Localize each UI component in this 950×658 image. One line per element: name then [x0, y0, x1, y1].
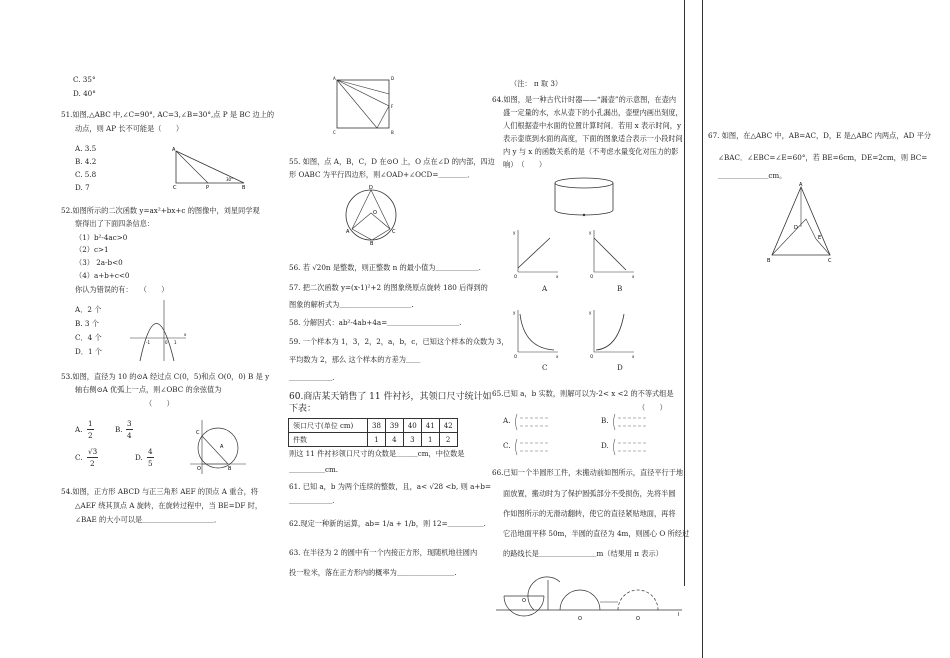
table-cell: 40 [403, 419, 421, 433]
q67-stem-cont: ∠BAC．∠EBC=∠E=60°，若 BE=6cm，DE=2cm，则 BC= [718, 153, 928, 162]
q65-option-b: B. [601, 416, 609, 425]
q54-stem-cont-2: ∠BAE 的大小可以是＿＿＿＿＿＿＿＿＿＿． [75, 515, 222, 524]
svg-text:D: D [369, 185, 373, 191]
q64-graph-b-label: B [617, 284, 623, 293]
q51-option-c: C. 5.8 [75, 170, 97, 179]
q53-option-a-num: 1 [88, 419, 93, 428]
svg-text:x: x [556, 274, 559, 279]
q64-stem-cont-4: 内 y 与 x 的函数关系的是（不考虑水量变化对压力的影 [503, 147, 679, 156]
q51-stem: 51.如图,△ABC 中,∠C=90°, AC=3,∠B=30°,点 P 是 BC 边上的 [61, 110, 275, 119]
q52-option-a: A．2 个 [75, 305, 102, 314]
svg-text:y: y [513, 230, 516, 235]
q60-stem-cont-2: 则这 11 件衬衫领口尺寸的众数是＿＿＿cm，中位数是 [289, 449, 465, 458]
svg-text:x: x [632, 274, 635, 279]
table-cell: 42 [439, 419, 457, 433]
q64-graph-d-label: D [617, 363, 623, 372]
q50-option-d: D. 40° [73, 89, 96, 98]
q60-stem-cont: 下表： [289, 404, 317, 414]
q64-graph-a [512, 228, 560, 280]
svg-text:F: F [391, 104, 394, 109]
q53-option-b-den: 4 [127, 431, 132, 440]
q53-stem-cont: 轴右侧⊙A 优弧上一点，则∠OBC 的余弦值为 [75, 385, 222, 394]
svg-text:-1: -1 [146, 340, 150, 345]
q61-stem: 61. 已知 a，b 为两个连续的整数，且，a< √28 <b, 则 a+b= [289, 482, 491, 491]
q53-option-d-den: 5 [148, 459, 153, 468]
q64-stem-cont-2: 人们根据壶中水面的位置计算时间．若用 x 表示时间，y [503, 121, 681, 130]
table-cell: 41 [421, 419, 439, 433]
q53-circle-figure [188, 418, 248, 476]
svg-text:O: O [514, 354, 518, 359]
q64-stem-cont-5: 响） （ ） [503, 160, 547, 169]
svg-text:1: 1 [174, 340, 177, 345]
q53-option-d-label: D. [135, 453, 143, 462]
q67-stem-cont-2: ＿＿＿＿＿＿＿cm。 [718, 171, 787, 180]
q56-stem: 56. 若 √20n 是整数，则正整数 n 的最小值为＿＿＿＿＿＿. [289, 263, 481, 272]
svg-text:E: E [818, 235, 822, 241]
q53-option-a-label: A. [75, 425, 83, 434]
q65-option-c-system [514, 438, 552, 456]
svg-text:A: A [220, 444, 224, 450]
svg-text:C: C [173, 185, 177, 191]
q66-semicircle-rolling-figure [494, 572, 684, 624]
q53-paren: （ ） [145, 399, 174, 408]
table-cell: 2 [439, 433, 457, 447]
svg-text:C: C [333, 130, 336, 135]
q65-option-b-system [612, 413, 650, 431]
q65-option-a-system [514, 413, 552, 431]
q64-graph-d [588, 308, 636, 360]
q53-option-a-fraction-bar [87, 429, 94, 430]
svg-text:A: A [346, 229, 350, 235]
svg-text:B: B [242, 185, 246, 191]
q52-item-2: （2）c>1 [75, 245, 109, 254]
q66-stem-cont-3: 它沿地面平移 50m，半圆的直径为 4m，则圆心 O 所经过 [503, 529, 690, 538]
q55-stem: 55. 如图，点 A，B，C，D 在⊙O 上，O 点在∠D 的内部，四边 [289, 157, 495, 166]
q59-stem: 59. 一个样本为 1，3，2，2，a，b，c，已知这个样本的众数为 3， [289, 337, 509, 346]
q53-option-c-num: √3 [88, 447, 98, 456]
q60-stem: 60.商店某天销售了 11 件衬衫，其领口尺寸统计如 [289, 392, 492, 402]
svg-text:x: x [632, 354, 635, 359]
column-divider-1 [684, 0, 685, 586]
q53-option-c-den: 2 [90, 459, 95, 468]
q52-option-c: C．4 个 [75, 333, 102, 342]
table-row [289, 419, 458, 433]
q52-question: 你认为错误的有： （ ） [75, 285, 169, 294]
q53-option-a-den: 2 [88, 431, 93, 440]
svg-text:A: A [799, 182, 803, 188]
svg-text:B: B [391, 130, 394, 135]
svg-text:B: B [767, 258, 771, 264]
table-cell: 39 [385, 419, 403, 433]
svg-text:O: O [636, 616, 640, 622]
q52-option-d: D．1 个 [75, 347, 102, 356]
svg-text:O: O [373, 210, 377, 216]
q60-stem-cont-3: ＿＿＿＿＿cm. [289, 465, 339, 474]
q52-item-3: （3） 2a-b<0 [75, 258, 123, 267]
q51-option-d: D. 7 [75, 183, 90, 192]
table-cell: 1 [368, 433, 386, 447]
q64-stem-cont-3: 表示壶底到水面的高度，下面的图象适合表示一小段时间 [503, 134, 683, 143]
q54-stem-cont: △AEF 绕其顶点 A 旋转，在旋转过程中，当 BE=DF 时， [75, 501, 263, 510]
column-divider-2 [702, 0, 703, 658]
q59-stem-cont-2: ＿＿＿＿＿＿. [289, 373, 335, 382]
svg-text:C: C [828, 258, 832, 264]
q51-option-b: B. 4.2 [75, 157, 97, 166]
q51-triangle-figure [170, 145, 250, 190]
table-cell: 3 [403, 433, 421, 447]
svg-text:O: O [522, 598, 526, 604]
q65-option-d: D. [601, 441, 609, 450]
q57-stem-cont: 图象的解析式为＿＿＿＿＿＿＿＿＿＿. [289, 300, 414, 309]
svg-text:0: 0 [165, 340, 168, 345]
q64-graph-a-label: A [542, 284, 548, 293]
q67-stem: 67. 如图，在△ABC 中，AB=AC，D，E 是△ABC 内两点，AD 平分 [708, 131, 932, 140]
svg-text:P: P [206, 185, 210, 191]
svg-text:O: O [514, 274, 518, 279]
q60-collar-size-table [288, 418, 458, 447]
q65-option-a: A. [503, 416, 511, 425]
q64-stem: 64.如图，是一种古代计时器——“漏壶”的示意图，在壶内 [492, 95, 677, 104]
q65-stem: 65.已知 a，b 实数，则解可以为-2< x <2 的不等式组是 [492, 389, 674, 398]
q53-stem: 53.如图，直径为 10 的⊙A 经过点 C(0，5)和点 O(0，0) B 是 y [61, 372, 270, 381]
svg-text:C: C [392, 229, 396, 235]
svg-text:l: l [678, 612, 680, 618]
q66-stem-cont-2: 作如图所示的无滑动翻转，使它的直径紧贴地面，再将 [503, 509, 676, 518]
table-cell: 件数 [289, 433, 368, 447]
svg-text:O: O [590, 354, 594, 359]
q53-option-b-fraction-bar [126, 429, 133, 430]
q63-stem: 63. 在半径为 2 的圆中有一个内接正方形，现随机地往圆内 [289, 548, 478, 557]
q64-stem-cont: 盛一定量的水，水从壶下的小孔漏出，壶壁内画出刻度， [503, 108, 683, 117]
q52-item-4: （4）a+b+c<0 [75, 271, 130, 280]
q61-stem-cont: ＿＿＿＿＿＿. [289, 496, 335, 505]
svg-text:30°: 30° [226, 177, 234, 182]
q53-option-c-label: C. [75, 453, 83, 462]
svg-text:C: C [196, 430, 200, 436]
svg-text:D: D [391, 76, 395, 81]
svg-text:x: x [184, 332, 187, 337]
q64-graph-b [588, 228, 636, 280]
q65-option-c: C. [503, 441, 511, 450]
table-row [289, 433, 458, 447]
q58-stem: 58. 分解因式：ab²-4ab+4a=＿＿＿＿＿＿＿＿＿＿. [289, 318, 462, 327]
svg-text:x: x [556, 354, 559, 359]
q51-stem-cont: 动点，则 AP 长不可能是（ ） [75, 124, 184, 133]
q62-stem: 62.现定一种新的运算，ab= 1/a + 1/b，则 12=＿＿＿＿＿. [289, 519, 486, 528]
svg-text:B: B [228, 466, 232, 472]
svg-text:O: O [197, 466, 201, 472]
q65-option-d-system [612, 438, 650, 456]
q52-parabola-figure [128, 298, 188, 363]
table-cell: 1 [421, 433, 439, 447]
q53-option-c-fraction-bar [87, 457, 98, 458]
q55-stem-cont: 形 OABC 为平行四边形，则∠OAD+∠OCD=＿＿＿＿． [289, 170, 475, 179]
q54-square-figure [333, 76, 401, 134]
q66-stem: 66.已知一个半圆形工件，未搬动前如图所示，直径平行于地 [492, 468, 684, 477]
q53-option-b-label: B. [115, 425, 123, 434]
q53-option-d-num: 4 [148, 447, 153, 456]
svg-text:y: y [589, 310, 592, 315]
q54-stem: 54.如图，正方形 ABCD 与正三角形 AEF 的顶点 A 重合，将 [61, 487, 258, 496]
q55-circle-figure [340, 185, 402, 245]
q67-triangle-figure [766, 183, 836, 265]
q57-stem: 57. 把二次函数 y=(x-1)²+2 的图象绕原点旋转 180 后得到的 [289, 283, 488, 292]
svg-text:B: B [370, 241, 374, 247]
svg-text:A: A [333, 76, 336, 81]
q53-option-b-num: 3 [127, 419, 132, 428]
svg-text:O: O [578, 616, 582, 622]
q52-item-1: （1）b²-4ac>0 [75, 233, 128, 242]
q51-option-a: A. 3.5 [75, 144, 97, 153]
table-cell: 领口尺寸(单位 cm) [289, 419, 368, 433]
q66-stem-cont: 面放置，搬动时为了保护圆弧部分不受损伤，先将半圆 [503, 489, 676, 498]
q59-stem-cont: 平均数为 2，那么 这个样本的方差为＿＿ [289, 355, 421, 364]
q52-stem-cont: 察得出了下面四条信息： [75, 219, 155, 228]
q50-option-c: C. 35° [73, 75, 96, 84]
q63-stem-cont: 投一粒米，落在正方形内的概率为＿＿＿＿＿＿＿＿. [289, 568, 457, 577]
svg-text:y: y [513, 310, 516, 315]
q64-graph-c-label: C [542, 363, 548, 372]
q53-option-d-fraction-bar [147, 457, 154, 458]
q65-paren: （ ） [638, 403, 667, 412]
q66-stem-cont-4: 的路线长是＿＿＿＿＿＿＿＿m（结果用 π 表示） [503, 549, 663, 558]
q64-graph-c [512, 308, 560, 360]
table-cell: 38 [368, 419, 386, 433]
pi-note: （注： π 取 3） [510, 79, 563, 88]
svg-text:A: A [172, 147, 176, 153]
svg-text:D: D [794, 225, 798, 231]
q64-water-clock-figure [552, 176, 616, 220]
q52-stem: 52.如图所示的二次函数 y=ax²+bx+c 的图像中，刘星同学观 [61, 206, 260, 215]
svg-text:O: O [590, 274, 594, 279]
q52-option-b: B. 3 个 [75, 319, 99, 328]
svg-text:y: y [589, 230, 592, 235]
table-cell: 4 [385, 433, 403, 447]
